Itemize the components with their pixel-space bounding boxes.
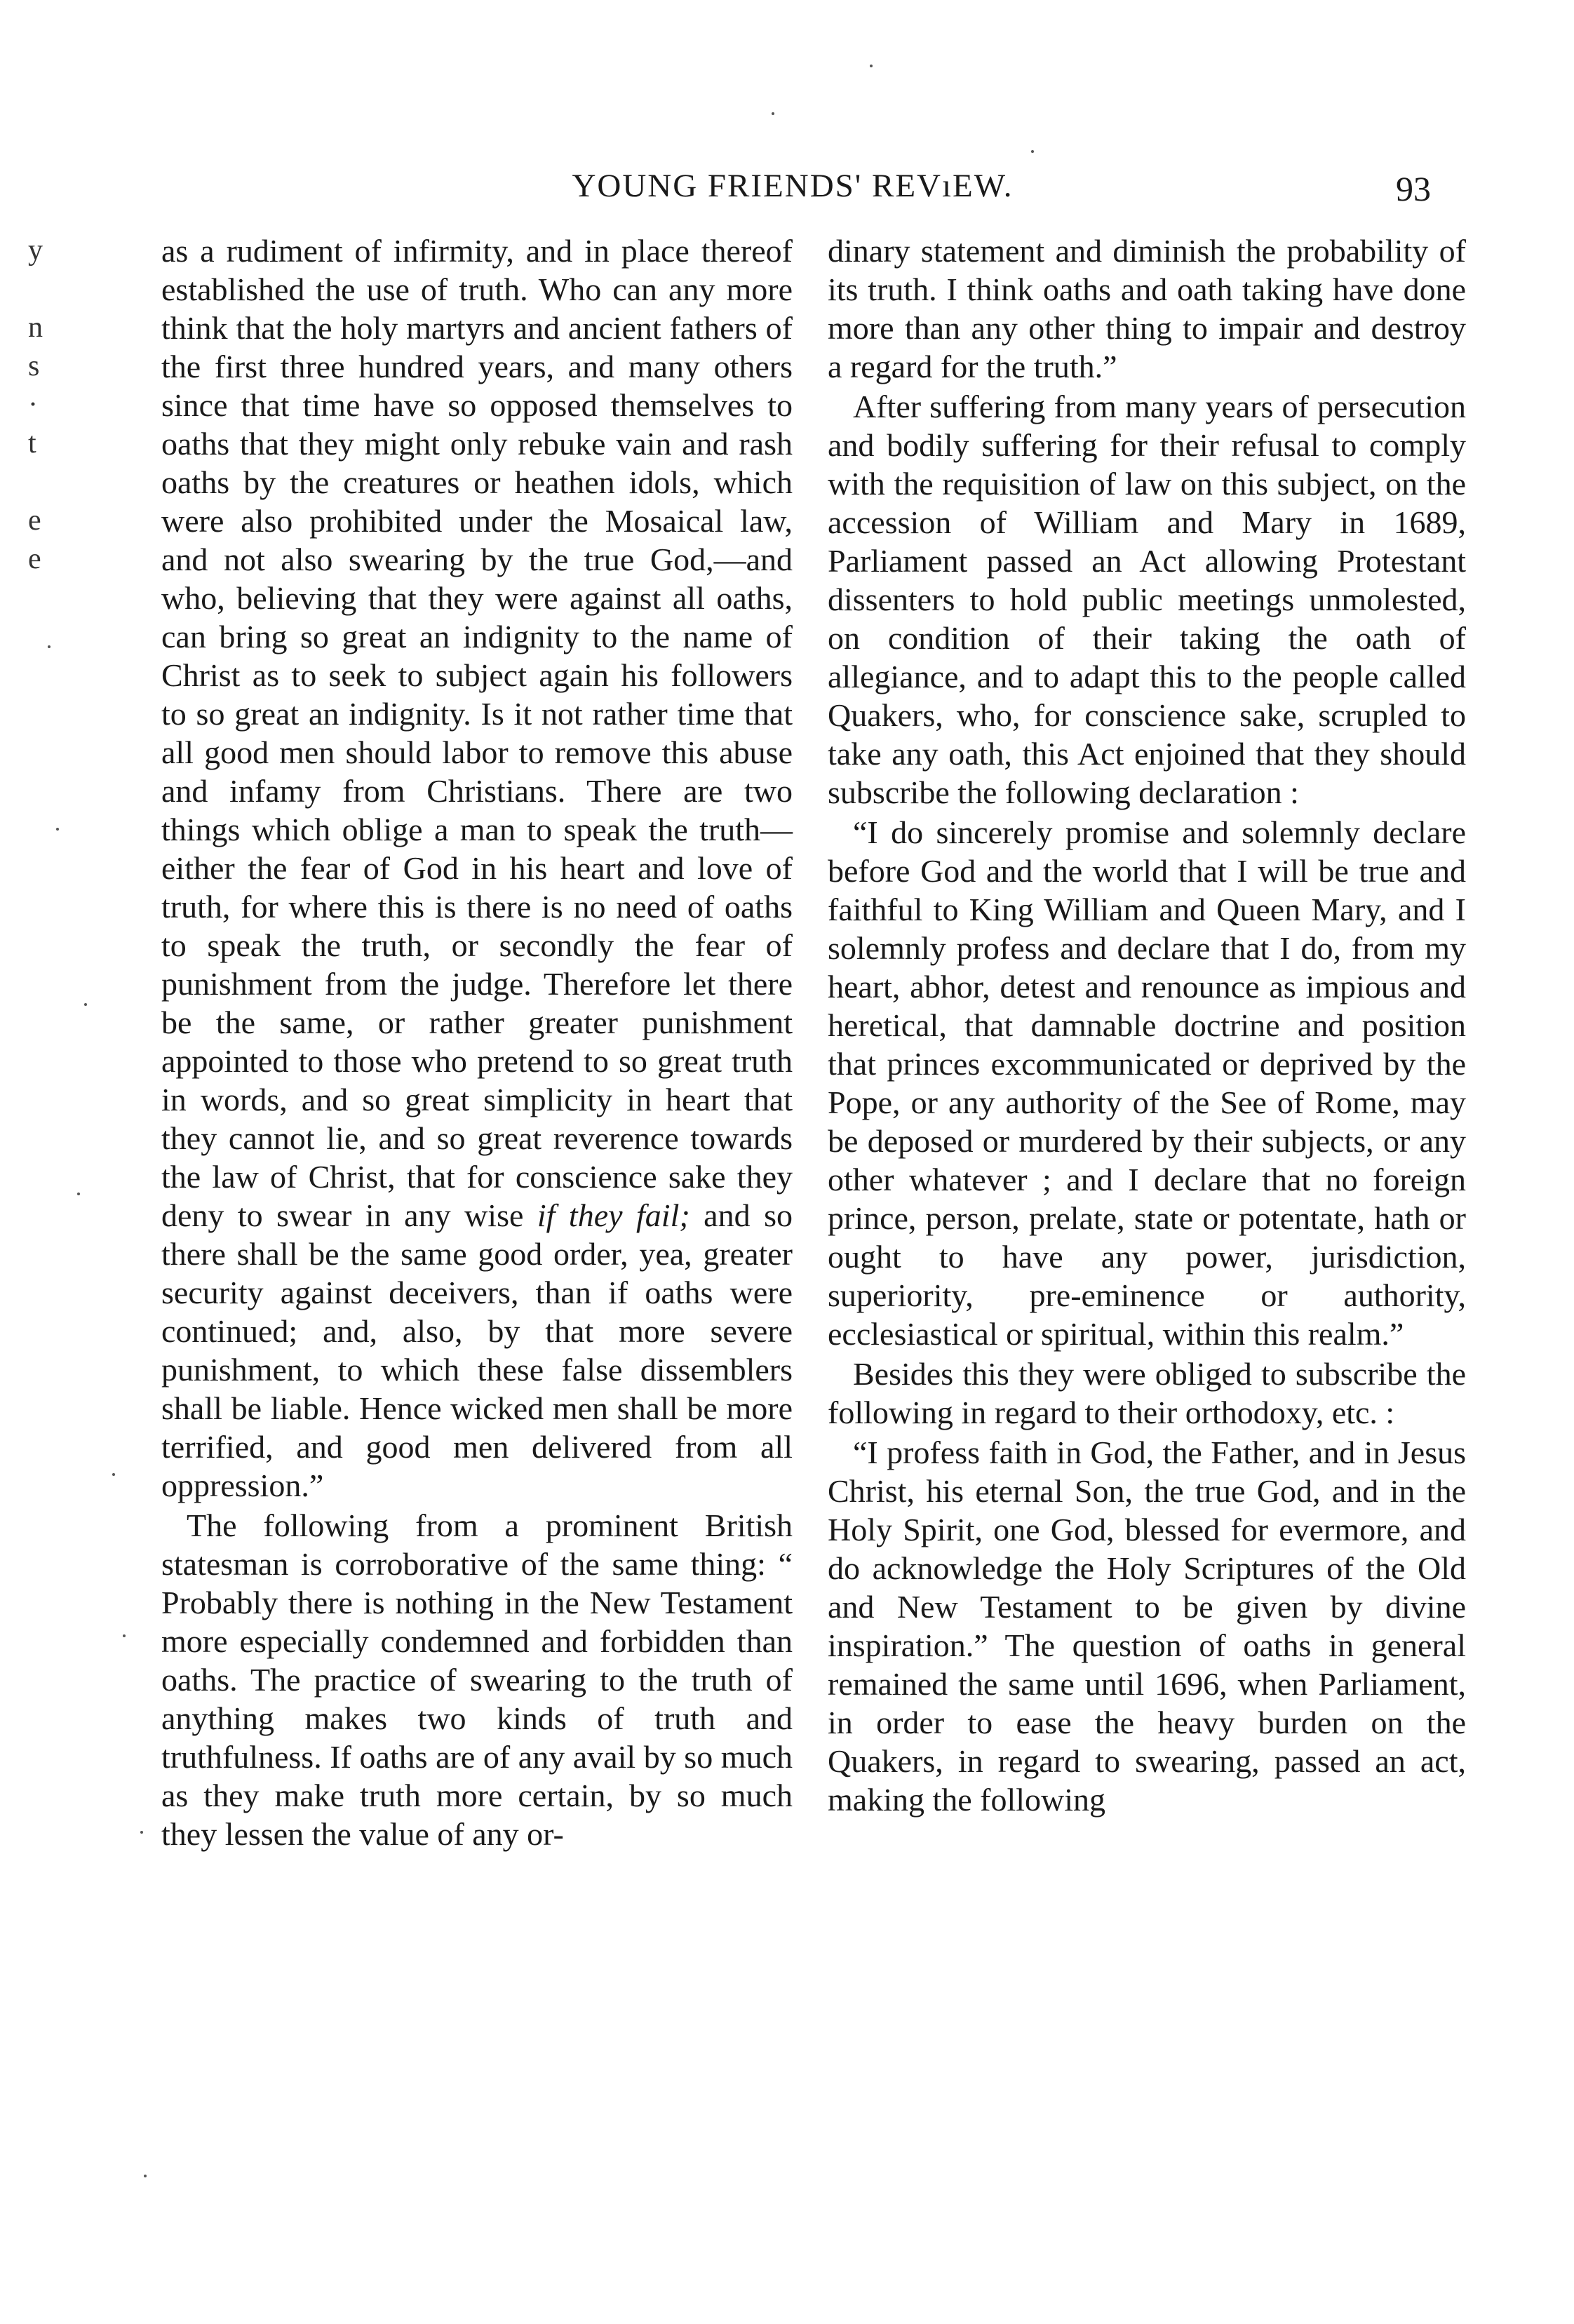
margin-fragment: t — [28, 427, 36, 459]
scan-speck — [870, 65, 873, 67]
page-number: 93 — [1396, 169, 1431, 208]
margin-fragment: s — [28, 350, 40, 382]
scan-speck — [56, 828, 59, 831]
scan-speck — [140, 1831, 143, 1834]
margin-fragment — [28, 463, 70, 502]
scan-speck — [77, 1193, 80, 1195]
margin-fragment: e — [28, 504, 41, 537]
left-paragraph — [161, 231, 793, 1505]
margin-fragment — [28, 270, 70, 309]
left-paragraph: The following from a prominent British statesman is corroborative of the same thing: “ Probably there is nothing in the New Testament more especially condemned and forbidden than oaths. The practice of swearing to the truth of anything makes two kinds of truth and truthfulness. If oaths are of any avail by so much as they make truth more certain, by so much they lessen the value of any or- — [161, 1507, 793, 1852]
scan-speck — [1031, 150, 1034, 153]
scan-speck — [48, 645, 51, 648]
right-paragraph: “I do sincerely promise and solemnly declare before God and the world that I will be true and faithful to King William and Queen Mary, and I solemnly profess and declare that I do, from my heart, abhor, detest and renounce as impious and heretical, that damnable doctrine and position that princes excommunicated or deprived by the Pope, or any authority of the See of Rome, may be deposed or murdered by their subjects, or any other whatever ; and I declare that no foreign prince, person, prelate, state or potentate, hath or ought to have any power, jurisdiction, superiority, pre-eminence or authority, ecclesiastical or spiritual, within this realm.” — [828, 814, 1466, 1352]
right-paragraph: After suffering from many years of persecution and bodily suffering for their refusal to comply with the requisition of law on this subject, on the accession of William and Mary in 1689, Parliament passed an Act allowing Protestant dissenters to hold public meetings unmolested, on condition of their taking the oath of allegiance, and to adapt this to the people called Quakers, who, for conscience sake, scrupled to take any oath, this Act enjoined that they should subscribe the following declaration : — [828, 389, 1466, 810]
margin-fragment: · — [28, 389, 38, 421]
margin-fragment: n — [28, 311, 43, 344]
margin-fragment: y — [28, 234, 43, 267]
left-paragraph-text: as a rudiment of infirmity, and in place thereof established the use of truth. Who can any more think that the holy martyrs and ancient fathers of the first three hundred years, and many others since that time have so opposed themselves to oaths that they might only rebuke vain and rash oaths by the creatures or heathen idols, which were also prohibited under the Mosaical law, and not also swearing by the true God,—and who, believing that they were against all oaths, can bring so great an indignity to the name of Christ as to seek to subject again his followers to so great an indignity. Is it not rather time that all good men should labor to remove this abuse and infamy from Christians. There are two things which oblige a man to speak the truth—either the fear of God in his heart and love of truth, for where this is there is no need of oaths to speak the truth, or secondly the fear of punishment from the judge. Therefore let there be the same, or rather greater punishment appointed to those who pretend to so great truth in words, and so great simplicity in heart that they cannot lie, and so great reverence towards the law of Christ, that for conscience sake they deny to swear in any wise — [161, 233, 793, 1233]
right-paragraph: Besides this they were obliged to subscribe the following in regard to their orthodoxy, etc. : — [828, 1356, 1466, 1430]
scan-speck — [84, 1003, 87, 1006]
scan-speck — [123, 1634, 126, 1637]
scan-speck — [144, 2175, 147, 2177]
italic-phrase: if they fail; — [537, 1197, 690, 1233]
right-paragraph: “I profess faith in God, the Father, and in Jesus Christ, his eternal Son, the true God, and in the Holy Spirit, one God, blessed for evermore, and do acknowledge the Holy Scriptures of the Old and New Testament to be given by divine inspiration.” The question of oaths in general remained the same until 1696, when Parliament, in order to ease the heavy burden on the Quakers, in regard to swearing, passed an act, making the following — [828, 1435, 1466, 1818]
right-column — [828, 231, 1466, 1819]
right-paragraph: dinary statement and diminish the probability of its truth. I think oaths and oath taking have done more than any other thing to impair and destroy a regard for the truth.” — [828, 233, 1466, 384]
margin-fragment: e — [28, 543, 41, 575]
facing-page-bleed — [28, 231, 70, 579]
scan-speck — [112, 1473, 115, 1476]
left-column — [161, 231, 793, 1853]
scan-speck — [772, 112, 774, 115]
left-paragraph-tail: and so there shall be the same good order, yea, greater security against deceivers, than if oaths were continued; and, also, by that more severe punishment, to which these false dissemblers shall be liable. Hence wicked men shall be more terrified, and good men delivered from all oppression.” — [161, 1197, 793, 1503]
running-header: YOUNG FRIENDS' REVıEW. — [572, 168, 1014, 204]
